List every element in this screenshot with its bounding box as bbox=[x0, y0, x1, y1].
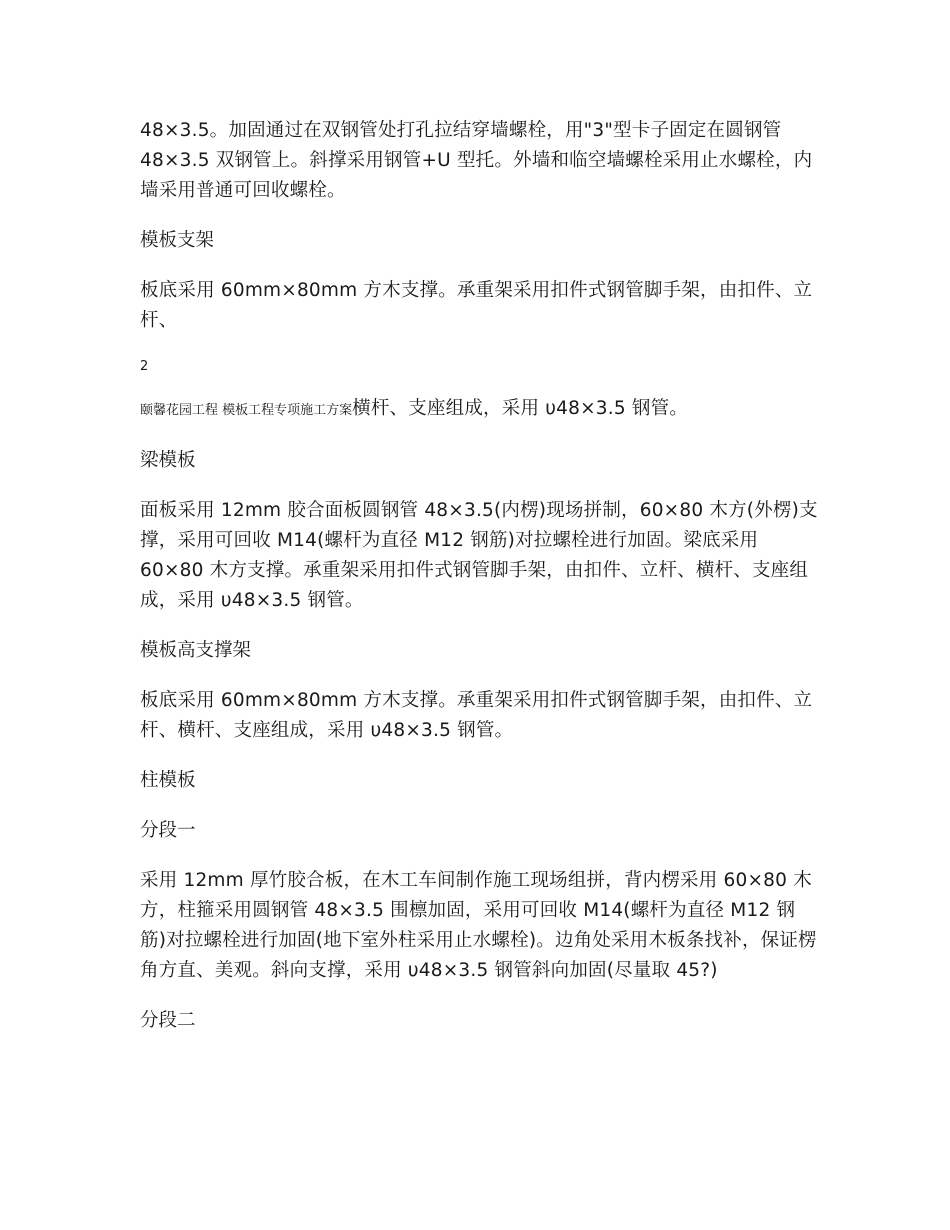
paragraph-reinforcement: 48×3.5。加固通过在双钢管处打孔拉结穿墙螺栓，用"3"型卡子固定在圆钢管 48×3.5 双钢管上。斜撑采用钢管+U 型托。外墙和临空墙螺栓采用止水螺栓，内墙采用普通可回收螺栓。 bbox=[140, 120, 813, 201]
paragraph-high-support: 板底采用 60mm×80mm 方木支撑。承重架采用扣件式钢管脚手架，由扣件、立杆、横杆、支座组成，采用 υ48×3.5 钢管。 bbox=[140, 690, 813, 741]
paragraph-continuation: 横杆、支座组成，采用 υ48×3.5 钢管。 bbox=[352, 398, 688, 419]
running-head: 颐馨花园工程 模板工程专项施工方案 bbox=[140, 403, 353, 418]
running-header-line bbox=[140, 394, 820, 426]
paragraph-slab-support: 板底采用 60mm×80mm 方木支撑。承重架采用扣件式钢管脚手架，由扣件、立杆、 bbox=[140, 280, 813, 331]
paragraph-beam-formwork: 面板采用 12mm 胶合面板圆钢管 48×3.5(内楞)现场拼制，60×80 木方(外楞)支撑，采用可回收 M14(螺杆为直径 M12 钢筋)对拉螺栓进行加固。梁底采用 60×80 木方支撑。承重架采用扣件式钢管脚手架，由扣件、立杆、横杆、支座组成，采用 υ48×3.5 钢管。 bbox=[140, 500, 818, 611]
heading-beam-formwork: 梁模板 bbox=[140, 450, 196, 471]
heading-section-two: 分段二 bbox=[140, 1010, 196, 1031]
heading-section-one: 分段一 bbox=[140, 820, 196, 841]
heading-column-formwork: 柱模板 bbox=[140, 770, 196, 791]
document-body bbox=[140, 116, 820, 1056]
heading-high-support: 模板高支撑架 bbox=[140, 640, 252, 661]
paragraph-section-one: 采用 12mm 厚竹胶合板，在木工车间制作施工现场组拼，背内楞采用 60×80 木方，柱箍采用圆钢管 48×3.5 围檩加固，采用可回收 M14(螺杆为直径 M12 钢筋)对拉螺栓进行加固(地下室外柱采用止水螺栓)。边角处采用木板条找补，保证楞角方直、美观。斜向支撑，采用 υ48×3.5 钢管斜向加固(尽量取 45?) bbox=[140, 870, 817, 981]
page-number: 2 bbox=[140, 359, 149, 374]
heading-formwork-support: 模板支架 bbox=[140, 230, 215, 251]
